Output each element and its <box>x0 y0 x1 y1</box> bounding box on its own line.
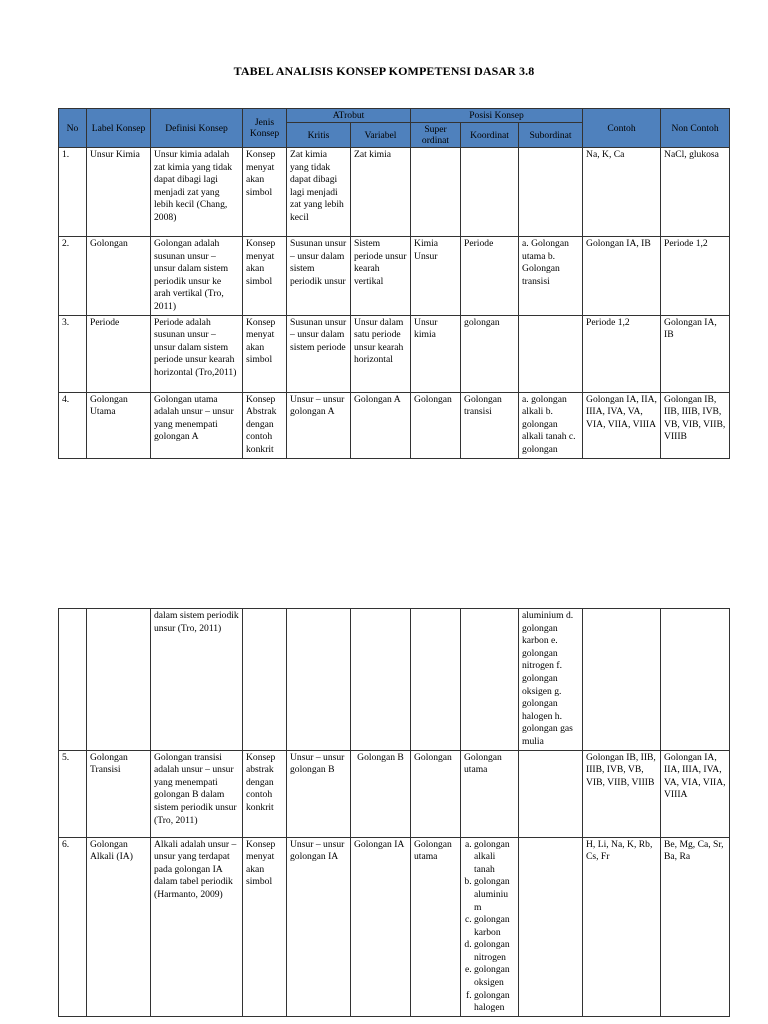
cell-noncontoh: Golongan IA, IIA, IIIA, IVA, VA, VIA, VIIA, VIIIA <box>661 750 730 837</box>
table-row <box>59 837 730 1016</box>
cell-super <box>411 609 461 751</box>
cell-super <box>411 148 461 237</box>
header-label: Label Konsep <box>87 109 151 148</box>
cell-jenis: Konsep menyat akan simbol <box>243 315 287 392</box>
header-subordinat: Subordinat <box>519 123 583 148</box>
header-contoh: Contoh <box>583 109 661 148</box>
cell-subordinat <box>519 750 583 837</box>
cell-kritis: Unsur – unsur golongan IA <box>287 837 351 1016</box>
concept-table-page2 <box>58 608 730 1017</box>
cell-kritis: Unsur – unsur golongan A <box>287 392 351 458</box>
header-posisi: Posisi Konsep <box>411 109 583 123</box>
cell-jenis <box>243 609 287 751</box>
cell-label: Golongan <box>87 237 151 316</box>
cell-contoh: Golongan IA, IIA, IIIA, IVA, VA, VIA, VIIA, VIIIA <box>583 392 661 458</box>
cell-definisi: Golongan transisi adalah unsur – unsur yang menempati golongan B dalam sistem periodik unsur (Tro, 2011) <box>151 750 243 837</box>
cell-kritis: Susunan unsur – unsur dalam sistem periodik unsur <box>287 237 351 316</box>
cell-no <box>59 609 87 751</box>
cell-subordinat: a. Golongan utama b. Golongan transisi <box>519 237 583 316</box>
cell-noncontoh: NaCl, glukosa <box>661 148 730 237</box>
cell-subordinat <box>519 837 583 1016</box>
cell-definisi: dalam sistem periodik unsur (Tro, 2011) <box>151 609 243 751</box>
cell-no: 6. <box>59 837 87 1016</box>
cell-subordinat: aluminium d. golongan karbon e. golongan nitrogen f. golongan oksigen g. golongan halogen h. golongan gas mulia <box>519 609 583 751</box>
header-noncontoh: Non Contoh <box>661 109 730 148</box>
cell-contoh: H, Li, Na, K, Rb, Cs, Fr <box>583 837 661 1016</box>
list-item: a. golongan alkali tanah <box>474 839 515 877</box>
cell-contoh <box>583 609 661 751</box>
list-item: c. golongan karbon <box>474 914 515 939</box>
cell-jenis: Konsep abstrak dengan contoh konkrit <box>243 750 287 837</box>
cell-koordinat: Golongan transisi <box>461 392 519 458</box>
cell-kritis: Susunan unsur – unsur dalam sistem periode <box>287 315 351 392</box>
cell-variabel: Zat kimia <box>351 148 411 237</box>
cell-label: Periode <box>87 315 151 392</box>
cell-no: 2. <box>59 237 87 316</box>
table-row <box>59 315 730 392</box>
cell-subordinat: a. golongan alkali b. golongan alkali tanah c. golongan <box>519 392 583 458</box>
cell-kritis: Unsur – unsur golongan B <box>287 750 351 837</box>
cell-variabel: Golongan IA <box>351 837 411 1016</box>
header-no: No <box>59 109 87 148</box>
header-definisi: Definisi Konsep <box>151 109 243 148</box>
cell-jenis: Konsep menyat akan simbol <box>243 237 287 316</box>
cell-super: Unsur kimia <box>411 315 461 392</box>
header-variabel: Variabel <box>351 123 411 148</box>
cell-noncontoh: Periode 1,2 <box>661 237 730 316</box>
header-kritis: Kritis <box>287 123 351 148</box>
cell-jenis: Konsep menyat akan simbol <box>243 837 287 1016</box>
cell-definisi: Unsur kimia adalah zat kimia yang tidak dapat dibagi lagi menjadi zat yang lebih kecil (Chang, 2008) <box>151 148 243 237</box>
cell-noncontoh: Golongan IB, IIB, IIIB, IVB, VB, VIB, VIIB, VIIIB <box>661 392 730 458</box>
header-atribut: ATrobut <box>287 109 411 123</box>
cell-variabel: Golongan B <box>351 750 411 837</box>
cell-contoh: Golongan IB, IIB, IIIB, IVB, VB, VIB, VIIB, VIIIB <box>583 750 661 837</box>
cell-definisi: Golongan adalah susunan unsur – unsur dalam sistem periodik unsur ke arah vertikal (Tro, 2011) <box>151 237 243 316</box>
page-title: TABEL ANALISIS KONSEP KOMPETENSI DASAR 3.8 <box>233 64 535 78</box>
cell-super: Golongan <box>411 392 461 458</box>
concept-table-page1 <box>58 108 730 459</box>
cell-label: Golongan Utama <box>87 392 151 458</box>
cell-noncontoh: Be, Mg, Ca, Sr, Ba, Ra <box>661 837 730 1016</box>
cell-kritis <box>287 609 351 751</box>
list-item: d. golongan nitrogen <box>474 939 515 964</box>
cell-contoh: Na, K, Ca <box>583 148 661 237</box>
cell-label <box>87 609 151 751</box>
table-row <box>59 750 730 837</box>
cell-super: Kimia Unsur <box>411 237 461 316</box>
header-jenis: Jenis Konsep <box>243 109 287 148</box>
cell-variabel: Sistem periode unsur kearah vertikal <box>351 237 411 316</box>
cell-definisi: Alkali adalah unsur – unsur yang terdapat pada golongan IA dalam tabel periodik (Harmanto, 2009) <box>151 837 243 1016</box>
cell-noncontoh: Golongan IA, IB <box>661 315 730 392</box>
cell-definisi: Periode adalah susunan unsur – unsur dalam sistem periode unsur kearah horizontal (Tro,2011) <box>151 315 243 392</box>
table-row-continuation <box>59 609 730 751</box>
cell-super: Golongan utama <box>411 837 461 1016</box>
cell-definisi: Golongan utama adalah unsur – unsur yang menempati golongan A <box>151 392 243 458</box>
cell-koordinat <box>461 837 519 1016</box>
cell-no: 1. <box>59 148 87 237</box>
table-row <box>59 148 730 237</box>
cell-no: 3. <box>59 315 87 392</box>
koordinat-list <box>464 839 515 1015</box>
cell-super: Golongan <box>411 750 461 837</box>
cell-kritis: Zat kimia yang tidak dapat dibagi lagi menjadi zat yang lebih kecil <box>287 148 351 237</box>
list-item: e. golongan oksigen <box>474 964 515 989</box>
cell-label: Unsur Kimia <box>87 148 151 237</box>
cell-subordinat <box>519 148 583 237</box>
cell-koordinat: Periode <box>461 237 519 316</box>
table-row <box>59 237 730 316</box>
header-super: Super ordinat <box>411 123 461 148</box>
cell-no: 4. <box>59 392 87 458</box>
cell-variabel: Unsur dalam satu periode unsur kearah horizontal <box>351 315 411 392</box>
cell-koordinat: Golongan utama <box>461 750 519 837</box>
cell-variabel <box>351 609 411 751</box>
cell-contoh: Golongan IA, IB <box>583 237 661 316</box>
header-koordinat: Koordinat <box>461 123 519 148</box>
cell-subordinat <box>519 315 583 392</box>
cell-jenis: Konsep Abstrak dengan contoh konkrit <box>243 392 287 458</box>
cell-koordinat: golongan <box>461 315 519 392</box>
cell-jenis: Konsep menyat akan simbol <box>243 148 287 237</box>
cell-label: Golongan Transisi <box>87 750 151 837</box>
list-item: f. golongan halogen <box>474 990 515 1015</box>
cell-variabel: Golongan A <box>351 392 411 458</box>
cell-label: Golongan Alkali (IA) <box>87 837 151 1016</box>
cell-contoh: Periode 1,2 <box>583 315 661 392</box>
cell-noncontoh <box>661 609 730 751</box>
cell-koordinat <box>461 609 519 751</box>
cell-no: 5. <box>59 750 87 837</box>
table-row <box>59 392 730 458</box>
cell-koordinat <box>461 148 519 237</box>
list-item: b. golongan aluminiu m <box>474 876 515 914</box>
